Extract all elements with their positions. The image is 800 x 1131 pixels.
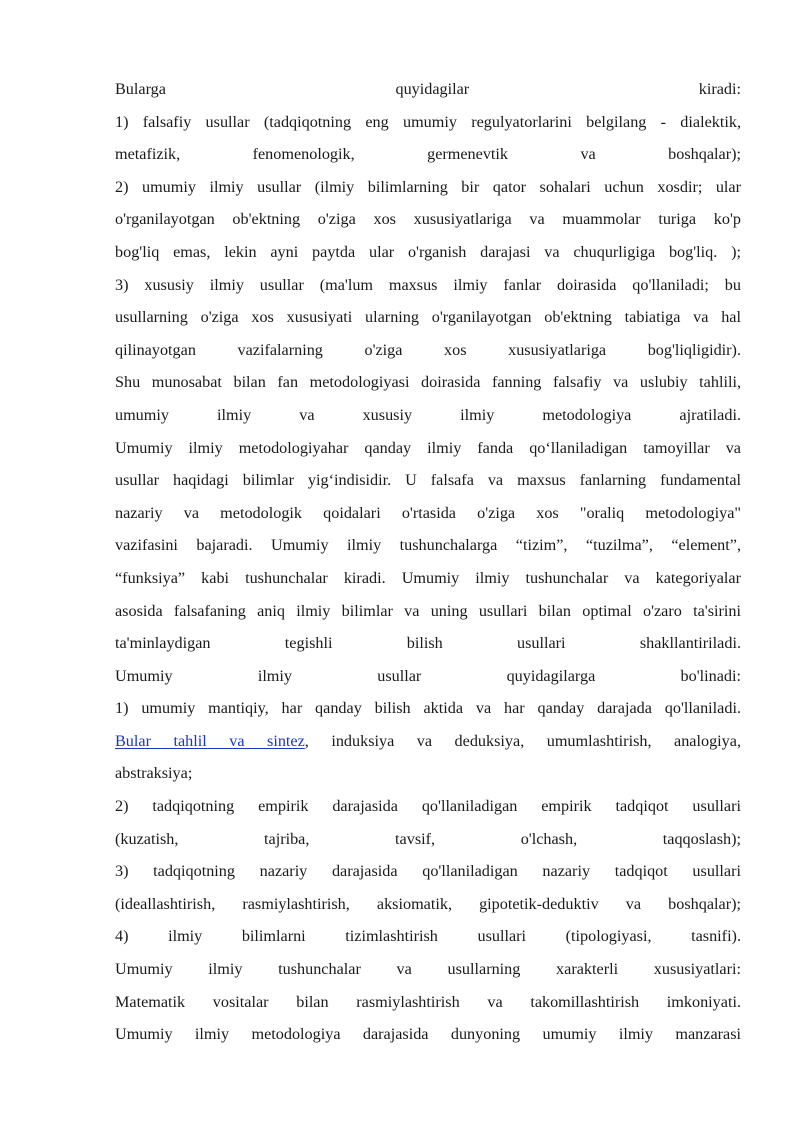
text-line: 1) umumiy mantiqiy, har qanday bilish aktida va har qanday darajada qo'llaniladi. [115, 699, 741, 718]
text-line: asosida falsafaning aniq ilmiy bilimlar va uning usullari bilan optimal o'zaro ta'sirini [115, 601, 741, 620]
text-line: Umumiy ilmiy metodologiya darajasida dunyoning umumiy ilmiy manzarasi [115, 1025, 741, 1044]
text-line: abstraksiya; [115, 764, 193, 783]
text-line: (kuzatish, tajriba, tavsif, o'lchash, taqqoslash); [115, 829, 741, 848]
text-line: Bularga quyidagilar kiradi: [115, 80, 741, 98]
text-line [115, 725, 741, 758]
text-line: bog'liq emas, lekin ayni paytda ular o'rganish darajasi va chuqurligiga bog'liq. ); [115, 242, 741, 261]
body-text [115, 73, 741, 1051]
text-line: 1) falsafiy usullar (tadqiqotning eng umumiy regulyatorlarini belgilang - dialektik, [115, 112, 741, 131]
text-line: umumiy ilmiy va xususiy ilmiy metodologiya ajratiladi. [115, 405, 741, 424]
text-line: qilinayotgan vazifalarning o'ziga xos xususiyatlariga bog'liqligidir). [115, 340, 741, 359]
text-line: o'rganilayotgan ob'ektning o'ziga xos xususiyatlariga va muammolar turiga ko'p [115, 210, 741, 229]
text-line: Umumiy ilmiy metodologiyahar qanday ilmiy fanda qo‘llaniladigan tamoyillar va [115, 438, 741, 457]
text-line: usullarning o'ziga xos xususiyati ularning o'rganilayotgan ob'ektning tabiatiga va hal [115, 308, 741, 327]
text-line: 3) xususiy ilmiy usullar (ma'lum maxsus ilmiy fanlar doirasida qo'llaniladi; bu [115, 275, 741, 294]
text-line-rest: , induksiya va deduksiya, umumlashtirish, analogiya, [304, 731, 741, 750]
text-line: 3) tadqiqotning nazariy darajasida qo'llaniladigan nazariy tadqiqot usullari [115, 862, 741, 881]
text-line: (ideallashtirish, rasmiylashtirish, aksiomatik, gipotetik-deduktiv va boshqalar); [115, 894, 741, 913]
text-line: vazifasini bajaradi. Umumiy ilmiy tushunchalarga “tizim”, “tuzilma”, “element”, [115, 536, 741, 555]
text-line: Shu munosabat bilan fan metodologiyasi doirasida fanning falsafiy va uslubiy tahlili, [115, 373, 741, 392]
text-line: ta'minlaydigan tegishli bilish usullari shakllantiriladi. [115, 634, 741, 653]
text-line: “funksiya” kabi tushunchalar kiradi. Umumiy ilmiy tushunchalar va kategoriyalar [115, 568, 741, 587]
text-line: 2) umumiy ilmiy usullar (ilmiy bilimlarning bir qator sohalari uchun xosdir; ular [115, 177, 741, 196]
text-line: 2) tadqiqotning empirik darajasida qo'llaniladigan empirik tadqiqot usullari [115, 797, 741, 816]
hyperlink[interactable]: Bular tahlil va sintez [115, 731, 305, 750]
text-line: Matematik vositalar bilan rasmiylashtirish va takomillashtirish imkoniyati. [115, 992, 741, 1011]
text-line: nazariy va metodologik qoidalari o'rtasida o'ziga xos "oraliq metodologiya" [115, 503, 741, 522]
text-line: 4) ilmiy bilimlarni tizimlashtirish usullari (tipologiyasi, tasnifi). [115, 927, 741, 946]
text-line: usullar haqidagi bilimlar yig‘indisidir. U falsafa va maxsus fanlarning fundamental [115, 471, 741, 490]
text-line: metafizik, fenomenologik, germenevtik va boshqalar); [115, 145, 741, 164]
text-line: Umumiy ilmiy tushunchalar va usullarning xarakterli xususiyatlari: [115, 960, 741, 979]
text-line: Umumiy ilmiy usullar quyidagilarga bo'linadi: [115, 666, 741, 685]
